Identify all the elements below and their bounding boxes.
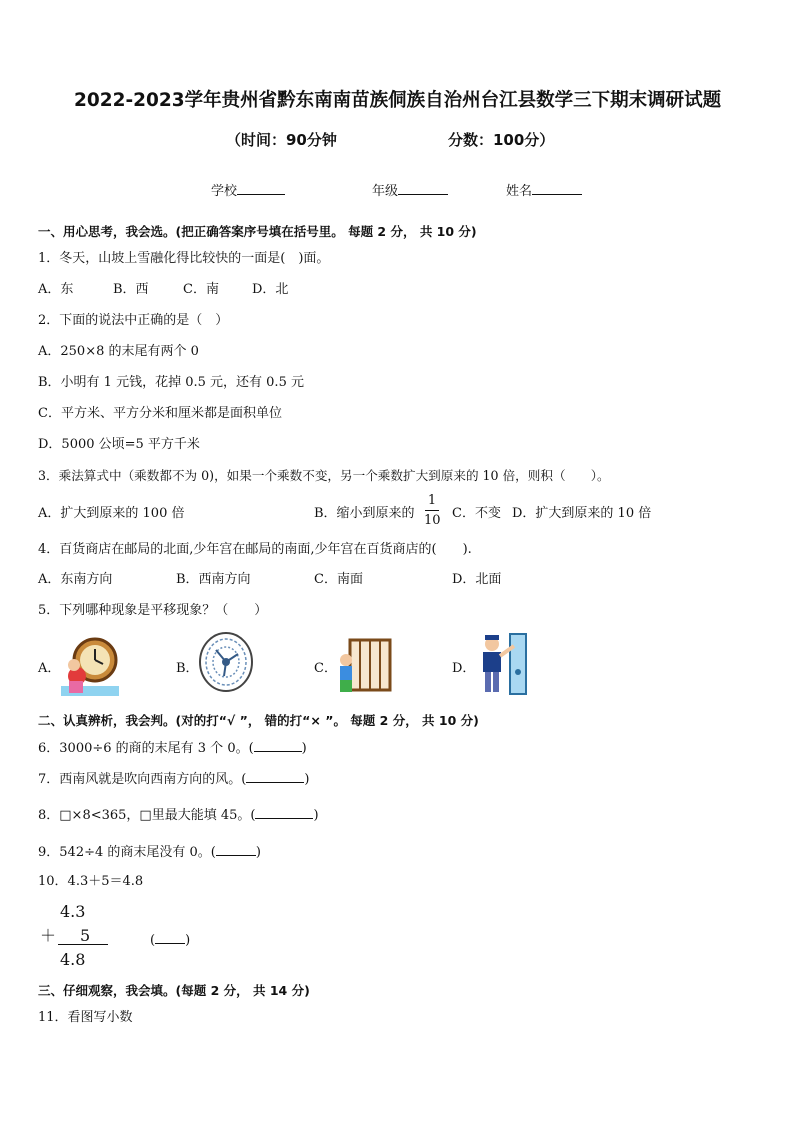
name-blank[interactable]: [532, 182, 582, 195]
clock-winding-picture: [61, 636, 119, 696]
q9-answer-blank[interactable]: [216, 843, 256, 856]
q3-option-b[interactable]: B．缩小到原来的: [314, 506, 415, 521]
q10-operator: ＋: [40, 926, 57, 945]
q9-text: 9．542÷4 的商末尾没有 0。(: [38, 845, 216, 860]
q4-stem: 4．百货商店在邮局的北面,少年宫在邮局的南面,少年宫在百货商店的( ).: [38, 542, 472, 557]
q2-option-c[interactable]: C．平方米、平方分米和厘米都是面积单位: [38, 406, 282, 421]
q10-open-paren: (: [150, 933, 156, 948]
q7-close-paren: ): [304, 772, 310, 787]
q8: [38, 806, 319, 824]
q10-text: 10．4.3＋5＝4.8: [38, 874, 144, 889]
page-title: 2022-2023学年贵州省黔东南南苗族侗族自治州台江县数学三下期末调研试题: [74, 90, 722, 111]
q5-option-d[interactable]: D．: [452, 661, 476, 676]
q4-option-b[interactable]: B．西南方向: [176, 572, 251, 587]
q6-answer-blank[interactable]: [254, 739, 302, 752]
q11-text: 11．看图写小数: [38, 1010, 133, 1025]
section-2-heading: 二、认真辨析，我会判。(对的打“√ ”， 错的打“× ”。 每题 2 分， 共 10 分): [38, 713, 479, 728]
q4-option-a[interactable]: A．东南方向: [38, 572, 113, 587]
q8-text: 8．□×8<365，□里最大能填 45。(: [38, 808, 256, 823]
q9: [38, 843, 261, 861]
q3-fraction: [424, 493, 440, 529]
q7: [38, 770, 309, 788]
grade-label: 年级: [372, 184, 399, 199]
q3-option-a[interactable]: A．扩大到原来的 100 倍: [38, 506, 185, 521]
q2-option-a[interactable]: A．250×8 的末尾有两个 0: [38, 344, 199, 359]
q8-answer-blank[interactable]: [255, 806, 313, 819]
q6-close-paren: ): [301, 741, 307, 756]
time-limit: （时间：90分钟: [226, 131, 337, 149]
q3-fraction-denominator: 10: [424, 513, 441, 528]
q2-option-b[interactable]: B．小明有 1 元钱，花掉 0.5 元，还有 0.5 元: [38, 375, 304, 390]
q10-addend-1: 4.3: [60, 902, 86, 921]
q1-option-c[interactable]: C．南: [183, 282, 219, 297]
q4-option-c[interactable]: C．南面: [314, 572, 363, 587]
q3-stem: 3．乘法算式中（乘数都不为 0)，如果一个乘数不变，另一个乘数扩大到原来的 10 倍，则积（ ）。: [38, 468, 610, 483]
q3-fraction-numerator: 1: [427, 493, 437, 508]
q7-answer-blank[interactable]: [246, 770, 304, 783]
school-label: 学校: [211, 184, 238, 199]
q10-addend-2: 5: [80, 926, 91, 945]
school-blank[interactable]: [237, 182, 285, 195]
q5-option-b[interactable]: B．: [176, 661, 199, 676]
q3-option-d[interactable]: D．扩大到原来的 10 倍: [512, 506, 652, 521]
q6-text: 6．3000÷6 的商的末尾有 3 个 0。(: [38, 741, 254, 756]
door-handle-picture: [476, 632, 530, 696]
q2-stem: 2．下面的说法中正确的是（ ）: [38, 313, 229, 328]
school-field[interactable]: [211, 182, 285, 200]
section-1-heading: 一、用心思考，我会选。(把正确答案序号填在括号里。 每题 2 分， 共 10 分): [38, 224, 477, 239]
q1-option-b[interactable]: B．西: [113, 282, 149, 297]
q1-option-d[interactable]: D．北: [252, 282, 289, 297]
q1-option-a[interactable]: A．东: [38, 282, 74, 297]
q10-answer: [150, 931, 190, 949]
total-score: 分数：100分）: [448, 131, 555, 149]
sliding-window-picture: [336, 636, 392, 696]
section-3-heading: 三、仔细观察，我会填。(每题 2 分， 共 14 分): [38, 983, 310, 998]
q3-option-c[interactable]: C．不变: [452, 506, 501, 521]
fraction-bar: [425, 510, 439, 511]
q5-stem: 5．下列哪种现象是平移现象？（ ）: [38, 603, 268, 618]
q4-option-d[interactable]: D．北面: [452, 572, 502, 587]
q7-text: 7．西南风就是吹向西南方向的风。(: [38, 772, 247, 787]
q6: [38, 739, 307, 757]
q10-sum-line: [58, 944, 108, 945]
q5-option-a[interactable]: A．: [38, 661, 61, 676]
q1-stem: 1．冬天，山坡上雪融化得比较快的一面是( )面。: [38, 251, 330, 266]
q8-close-paren: ): [313, 808, 319, 823]
q9-close-paren: ): [255, 845, 261, 860]
name-field[interactable]: [506, 182, 582, 200]
name-label: 姓名: [506, 184, 533, 199]
q2-option-d[interactable]: D．5000 公顷=5 平方千米: [38, 437, 200, 452]
q5-option-c[interactable]: C．: [314, 661, 337, 676]
grade-blank[interactable]: [398, 182, 448, 195]
q10-answer-blank[interactable]: [155, 931, 185, 944]
electric-fan-picture: [198, 630, 254, 694]
q10-result: 4.8: [60, 950, 86, 969]
grade-field[interactable]: [372, 182, 448, 200]
q10-close-paren: ): [185, 933, 191, 948]
